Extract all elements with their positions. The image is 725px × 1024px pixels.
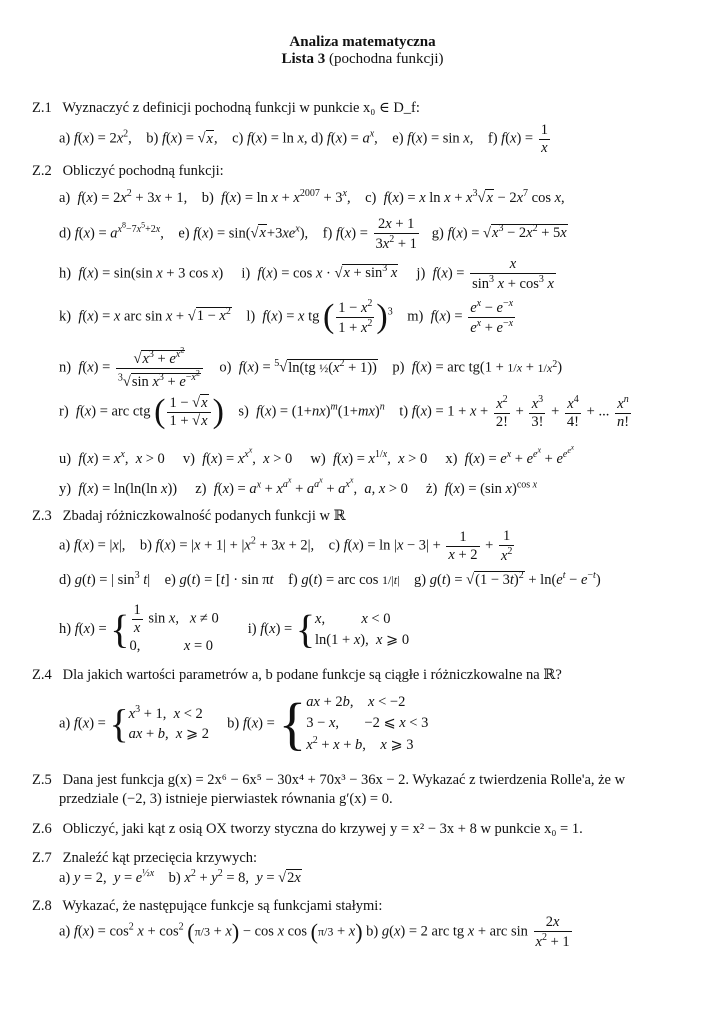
- task-z4-heading: [32, 667, 562, 684]
- task-text: Dana jest funkcja g(x) = 2x⁶ − 6x⁵ − 30x⁴ + 70x³ − 36x − 2. Wykazać z twierdzenia Rolle'a, że w: [62, 772, 626, 788]
- task-z5-heading: [32, 772, 625, 789]
- z2-row-y: y) f(x) = ln(ln(ln x)) z) $f(x) = a^x + x^{a^x} + a^{a^x} + a^{x^x}$, a, x > 0 ż) f(x) = (sin x)$^{cos x}$: [59, 476, 538, 498]
- task-z7-heading: [32, 850, 257, 867]
- z3-row-a: a) f(x) = |x|, b) $f(x) = |x + 1| + |x^2 + 3x + 2|$, c) f(x) = ln |x − 3| + $\frac{1}{x + 2}$ + $\frac{1}{x^2}$: [59, 528, 513, 564]
- z2-row-a: a) $f(x) = 2x^2 + 3x + 1$, b) $f(x) = \ln x + x^{2007} + 3^x$, c) f(x) = x $\ln x + x^3√x - 2x^7$ cos x,: [59, 188, 565, 206]
- z2-row-r: r) f(x) = arc ctg ( $\frac{1 - √x}{1 + √x}$ ) s) $f(x) = (1+nx)^m(1+mx)^n$ t) f(x) = 1 + x + $\frac{x^2}{2!}$ + $\frac{x^3}{3!}$ + $\frac{x^4}{4!}$ + ... $\frac{x^n}{n!}$: [59, 393, 630, 431]
- z5-continuation: przedziale (−2, 3) istnieje pierwiastek równania g′(x) = 0.: [59, 791, 393, 807]
- task-z3-heading: [32, 508, 346, 525]
- task-number: Z.8: [32, 898, 52, 914]
- z8-items: a) $f(x) = \cos^2 x + \cos^2 (\pi/3 + x) - \cos x$ cos (π/3 + x) b) g(x) = 2 arc tg x + arc sin $\frac{2x}{x^2 + 1}$: [59, 914, 570, 950]
- z2-row-h: h) f(x) = sin(sin x + 3 cos x) i) $f(x) = \cos x \cdot √x + \sin^3 x$ j) f(x) = $\frac{x}{\sin^3 x + \cos^3 x}$: [59, 256, 554, 292]
- z1-items: a) $f(x) = 2x^2$, b) f(x) = √x, c) f(x) = ln x, d) $f(x) = a^x$, e) f(x) = sin x, f) f(x) = $\frac{1}{x}$: [59, 122, 548, 156]
- z3-row-d: d) g(t) = | $\sin^3 t|$ e) g(t) = [t] · sin πt f) g(t) = arc cos 1/|t| g) $g(t) = √(1 - 3t)^2 + \ln(e^t - e^{-t})$: [59, 570, 601, 588]
- task-text: Obliczyć, jaki kąt z osią OX tworzy styczna do krzywej y = x² − 3x + 8 w punkcie x₀ = 1.: [62, 821, 583, 837]
- z4-items: a) f(x) = { $x^3 + 1$, x < 2 ax + b, x ⩾ 2 b) f(x) = { ax + 2b, x < −2 3 − x, −2 ⩽ x < 3 $x^2 + x + b$, x ⩾ 3: [59, 690, 429, 756]
- z7-items: a) y = 2, $y = e^{\frac{1}{2}x}$ b) $x^2 + y^2 = 8$, y = √2x: [59, 868, 301, 886]
- task-text: Obliczyć pochodną funkcji:: [62, 163, 224, 179]
- task-z6-heading: [32, 821, 583, 838]
- z3-row-h: h) f(x) = { $\frac{1}{x}$ sin x, x ≠ 0 0, x = 0 i) f(x) = { x, x < 0 ln(1 + x), x ⩾ 0: [59, 602, 410, 655]
- task-z2-heading: [32, 163, 224, 180]
- task-text: Znaleźć kąt przecięcia krzywych:: [62, 850, 258, 866]
- task-number: Z.2: [32, 163, 52, 179]
- page-subtitle: [0, 51, 725, 68]
- list-label: Lista 3: [281, 51, 326, 67]
- task-number: Z.7: [32, 850, 52, 866]
- z2-row-k: k) f(x) = x arc $\sin x + √1 - x^2$ l) f(x) = x tg ( $\frac{1 - x^2}{1 + x^2}$ )$^3$ m) f(x) = $\frac{e^x - e^{-x}}{e^x + e^{-x}}$: [59, 298, 514, 336]
- task-number: Z.4: [32, 667, 52, 683]
- task-text: Zbadaj różniczkowalność podanych funkcji w ℝ: [62, 508, 346, 524]
- task-number: Z.5: [32, 772, 52, 788]
- z2-row-d: d) $f(x) = a^{x^8-7x^5+2x}$, e) $f(x) = \sin(√x+3xe^x)$, f) f(x) = $\frac{2x + 1}{3x^2 + 1}$ g) $f(x) = √x^3 - 2x^2 + 5x$: [59, 216, 567, 252]
- task-number: Z.1: [32, 100, 52, 116]
- task-z1-heading: [32, 100, 420, 117]
- task-z8-heading: [32, 898, 382, 915]
- list-subtitle: (pochodna funkcji): [328, 51, 444, 67]
- task-number: Z.3: [32, 508, 52, 524]
- task-number: Z.6: [32, 821, 52, 837]
- z2-row-n: n) f(x) = $\frac{√x^3 + e^{x^2}}{^3√\sin x^3 + e^{-x^2}}$ o) f(x) = $^5$√ln(tg $\frac{1}{2}(x^2 + 1)$) p) f(x) = arc $tg(1 + 1/x + 1/x^2)$: [59, 346, 563, 390]
- task-text: Wyznaczyć z definicji pochodną funkcji w punkcie x₀ ∈ D_f:: [62, 100, 420, 116]
- page-title: Analiza matematyczna: [289, 34, 436, 50]
- task-text: Dla jakich wartości parametrów a, b podane funkcje są ciągłe i różniczkowalne na ℝ?: [62, 667, 562, 683]
- task-text: Wykazać, że następujące funkcje są funkcjami stałymi:: [62, 898, 383, 914]
- z2-row-u: u) $f(x) = x^x$, x > 0 v) $f(x) = x^{x^x}$, x > 0 w) $f(x) = x^{1/x}$, x > 0 x) $f(x) = e^x + e^{e^x} + e^{e^{e^x}}$: [59, 443, 575, 467]
